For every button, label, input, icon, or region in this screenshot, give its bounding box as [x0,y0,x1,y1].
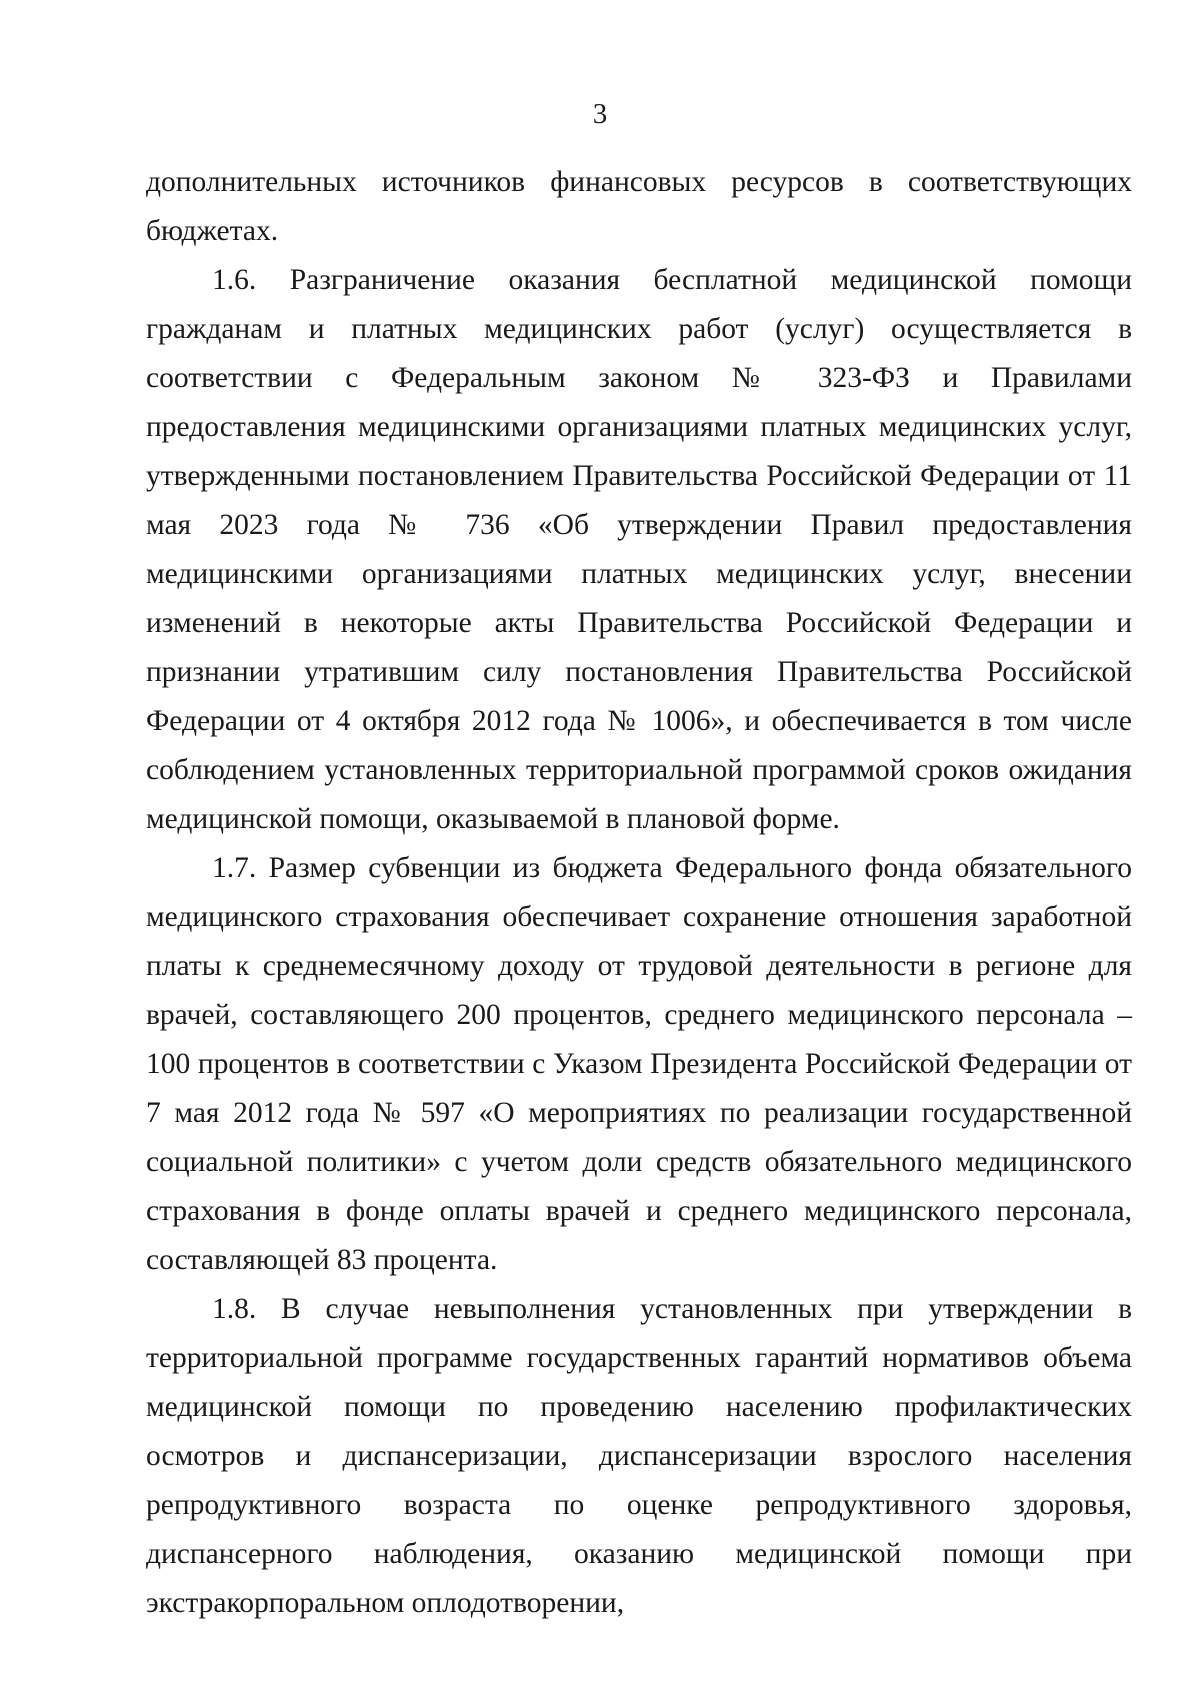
page-number: 3 [592,98,608,130]
paragraph-1-7: 1.7. Размер субвенции из бюджета Федерального фонда обязательного медицинского страхования обеспечивает сохранение отношения заработной платы к среднемесячному доходу от трудовой деятельности в регионе для врачей, составляющего 200 процентов, среднего медицинского персонала – 100 процентов в соответствии с Указом Президента Российской Федерации от 7 мая 2012 года № 597 «О мероприятиях по реализации государственной социальной политики» с учетом доли средств обязательного медицинского страхования в фонде оплаты врачей и среднего медицинского персонала, составляющей 83 процента. [146,852,1132,1276]
paragraph-1-6: 1.6. Разграничение оказания бесплатной медицинской помощи гражданам и платных медицинских работ (услуг) осуществляется в соответствии с Федеральным законом № 323-ФЗ и Правилами предоставления медицинскими организациями платных медицинских услуг, утвержденными постановлением Правительства Российской Федерации от 11 мая 2023 года № 736 «Об утверждении Правил предоставления медицинскими организациями платных медицинских услуг, внесении изменений в некоторые акты Правительства Российской Федерации и признании утратившим силу постановления Правительства Российской Федерации от 4 октября 2012 года № 1006», и обеспечивается в том числе соблюдением установленных территориальной программой сроков ожидания медицинской помощи, оказываемой в плановой форме. [146,264,1132,835]
paragraph-continuation: дополнительных источников финансовых ресурсов в соответствующих бюджетах. [146,166,1132,247]
paragraph-1-8: 1.8. В случае невыполнения установленных при утверждении в территориальной программе государственных гарантий нормативов объема медицинской помощи по проведению населению профилактических осмотров и диспансеризации, диспансеризации взрослого населения репродуктивного возраста по оценке репродуктивного здоровья, диспансерного наблюдения, оказанию медицинской помощи при экстракорпоральном оплодотворении, [146,1293,1132,1619]
document-body [146,158,1132,1628]
